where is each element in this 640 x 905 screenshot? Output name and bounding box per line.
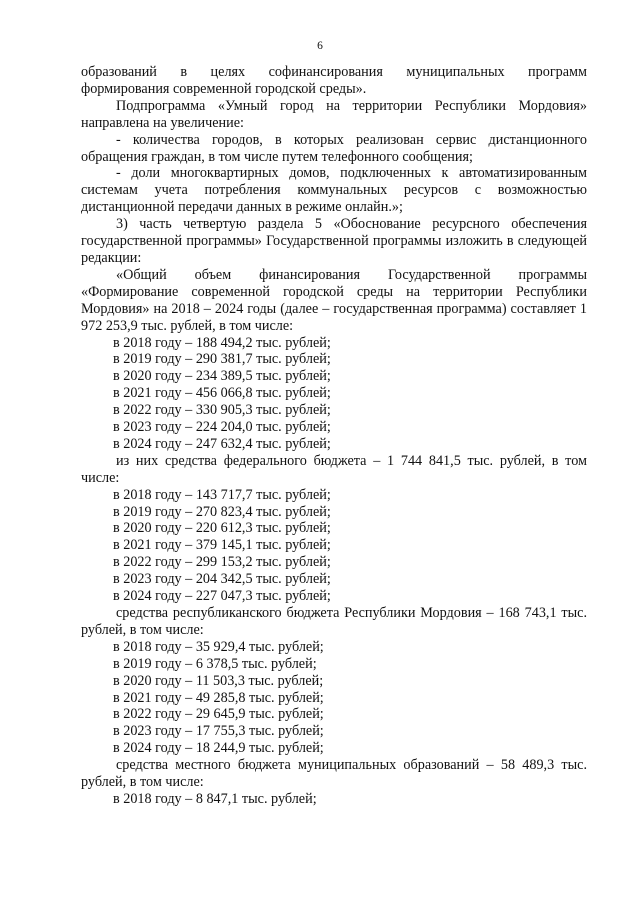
year-amount-line: в 2018 году – 143 717,7 тыс. рублей; <box>113 486 331 503</box>
year-amount-line: в 2021 году – 456 066,8 тыс. рублей; <box>113 385 331 402</box>
paragraph: направлена на увеличение: <box>81 114 244 131</box>
year-amount-line: в 2023 году – 17 755,3 тыс. рублей; <box>113 723 324 740</box>
paragraph: образований в целях софинансирования муниципальных программ <box>81 64 587 80</box>
paragraph: 3) часть четвертую раздела 5 «Обоснование ресурсного обеспечения государственной программы» Государственной программы изложить в следующей редакции: <box>81 216 587 266</box>
year-amount-line: в 2022 году – 299 153,2 тыс. рублей; <box>113 554 331 571</box>
year-amount-line: в 2019 году – 6 378,5 тыс. рублей; <box>113 655 317 672</box>
year-amount-line: в 2023 году – 204 342,5 тыс. рублей; <box>113 571 331 588</box>
paragraph: Подпрограмма «Умный город на территории Республики Мордовия» <box>116 97 587 114</box>
year-amount-line: в 2024 году – 247 632,4 тыс. рублей; <box>113 435 331 452</box>
year-amount-line: в 2019 году – 290 381,7 тыс. рублей; <box>113 351 331 368</box>
paragraph: из них средства федерального бюджета – 1 744 841,5 тыс. рублей, в том числе: <box>81 452 587 486</box>
year-amount-line: в 2022 году – 29 645,9 тыс. рублей; <box>113 706 324 723</box>
year-amount-line: в 2019 году – 270 823,4 тыс. рублей; <box>113 503 331 520</box>
year-amount-line: в 2021 году – 379 145,1 тыс. рублей; <box>113 537 331 554</box>
year-amount-line: в 2018 году – 8 847,1 тыс. рублей; <box>113 790 317 807</box>
year-amount-line: в 2023 году – 224 204,0 тыс. рублей; <box>113 419 331 436</box>
year-amount-line: в 2024 году – 227 047,3 тыс. рублей; <box>113 588 331 605</box>
year-amount-line: в 2024 году – 18 244,9 тыс. рублей; <box>113 740 324 757</box>
year-amount-line: в 2018 году – 188 494,2 тыс. рублей; <box>113 334 331 351</box>
paragraph: - количества городов, в которых реализован сервис дистанционного обращения граждан, в том числе путем телефонного сообщения; <box>81 131 587 165</box>
year-amount-line: в 2018 году – 35 929,4 тыс. рублей; <box>113 638 324 655</box>
paragraph: средства местного бюджета муниципальных образований – 58 489,3 тыс. рублей, в том числе: <box>81 757 587 791</box>
year-amount-line: в 2021 году – 49 285,8 тыс. рублей; <box>113 689 324 706</box>
paragraph: формирования современной городской среды». <box>81 80 367 97</box>
paragraph: «Общий объем финансирования Государственной программы «Формирование современной городской среды на территории Республики Мордовия» на 2018 – 2024 годы (далее – государственная программа) составляет 1 972 253,9 тыс. рублей, в том числе: <box>81 266 587 334</box>
document-body <box>81 64 587 808</box>
paragraph: - доли многоквартирных домов, подключенных к автоматизированным системам учета потребления коммунальных ресурсов с возможностью дистанционной передачи данных в режиме онлайн.»; <box>81 165 587 216</box>
year-amount-line: в 2020 году – 220 612,3 тыс. рублей; <box>113 520 331 537</box>
year-amount-line: в 2022 году – 330 905,3 тыс. рублей; <box>113 402 331 419</box>
paragraph: средства республиканского бюджета Республики Мордовия – 168 743,1 тыс. рублей, в том числе: <box>81 605 587 638</box>
year-amount-line: в 2020 году – 11 503,3 тыс. рублей; <box>113 672 324 689</box>
year-amount-line: в 2020 году – 234 389,5 тыс. рублей; <box>113 368 331 385</box>
page-number: 6 <box>317 40 323 52</box>
